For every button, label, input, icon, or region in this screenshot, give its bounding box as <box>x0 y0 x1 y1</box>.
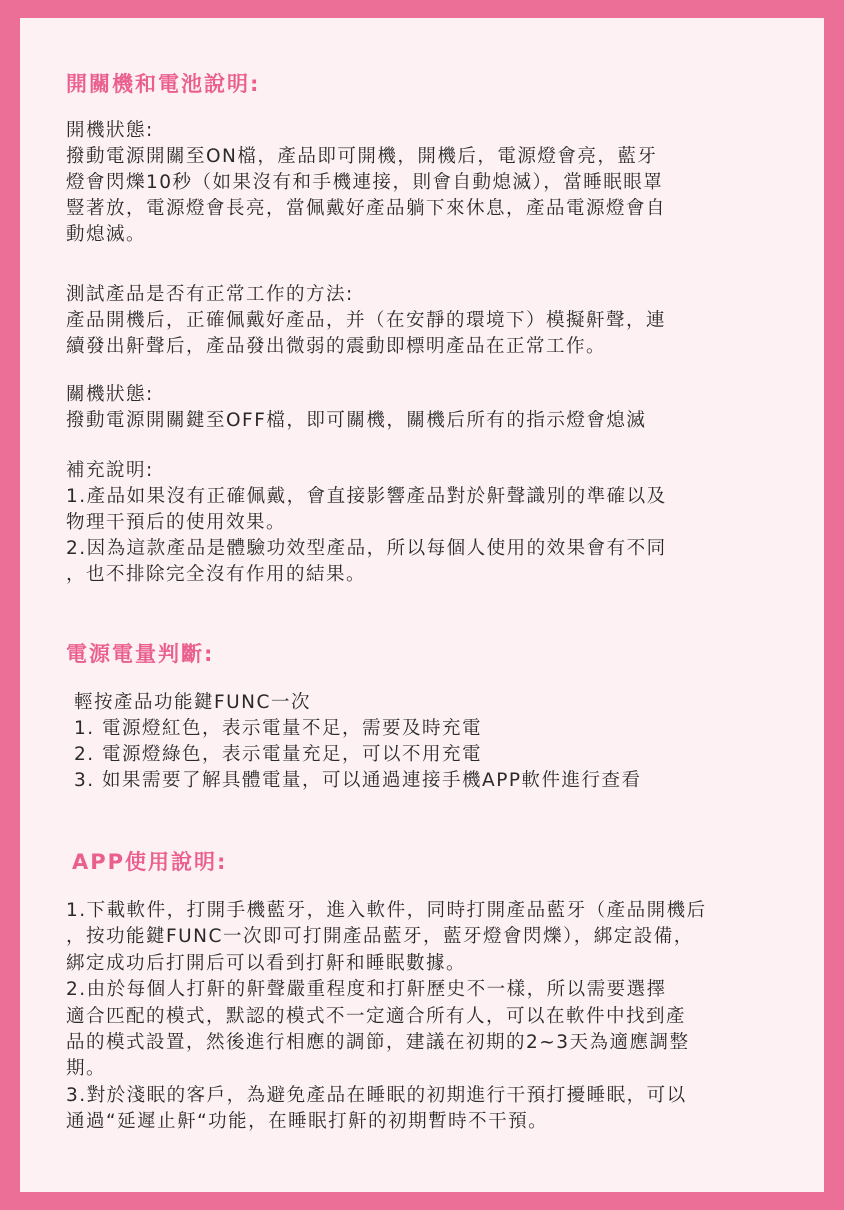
app-usage-line: 2.由於每個人打鼾的鼾聲嚴重程度和打鼾歷史不一樣，所以需要選擇 <box>66 979 667 1001</box>
battery-item: 1. 電源燈紅色，表示電量不足，需要及時充電 <box>74 718 483 739</box>
power-on-line: 豎著放，電源燈會長亮，當佩戴好產品躺下來休息，產品電源燈會自 <box>66 198 667 219</box>
supplement-block <box>66 458 806 588</box>
section-heading-power-battery: 開關機和電池說明: <box>66 72 261 96</box>
app-usage-line: 適合匹配的模式，默認的模式不一定適合所有人，可以在軟件中找到產 <box>66 1005 687 1027</box>
power-on-block <box>66 118 806 248</box>
supplement-line: ，也不排除完全沒有作用的結果。 <box>66 564 367 585</box>
test-line: 續發出鼾聲后，產品發出微弱的震動即標明產品在正常工作。 <box>66 336 607 357</box>
test-title: 測試產品是否有正常工作的方法: <box>66 284 354 305</box>
supplement-line: 物理干預后的使用效果。 <box>66 512 287 533</box>
test-block <box>66 282 806 360</box>
section-heading-battery-level: 電源電量判斷: <box>66 642 215 666</box>
supplement-line: 1.產品如果沒有正確佩戴，會直接影響產品對於鼾聲識別的準確以及 <box>66 486 667 507</box>
app-usage-line: 綁定成功后打開后可以看到打鼾和睡眠數據。 <box>66 952 467 974</box>
battery-instruction: 輕按產品功能鍵FUNC一次 <box>74 692 311 713</box>
supplement-title: 補充說明: <box>66 460 154 481</box>
power-on-title: 開機狀態: <box>66 120 154 141</box>
power-off-block <box>66 382 806 434</box>
app-usage-line: 通過“延遲止鼾“功能，在睡眠打鼾的初期暫時不干預。 <box>66 1111 549 1133</box>
app-usage-line: 1.下載軟件，打開手機藍牙，進入軟件，同時打開產品藍牙（產品開機后 <box>66 900 707 921</box>
app-usage-line: 期。 <box>66 1058 107 1080</box>
power-on-line: 燈會閃爍10秒（如果沒有和手機連接，則會自動熄滅），當睡眠眼罩 <box>66 172 664 193</box>
app-usage-line: 品的模式設置，然後進行相應的調節，建議在初期的2~3天為適應調整 <box>66 1032 690 1054</box>
battery-item: 3. 如果需要了解具體電量，可以通過連接手機APP軟件進行查看 <box>74 770 642 791</box>
power-on-line: 動熄滅。 <box>66 224 147 245</box>
app-usage-block <box>66 898 806 1136</box>
section-heading-app-usage: APP使用說明: <box>72 850 228 874</box>
supplement-line: 2.因為這款產品是體驗功效型產品，所以每個人使用的效果會有不同 <box>66 538 667 559</box>
app-usage-line: 3.對於淺眠的客戶，為避免產品在睡眠的初期進行干預打擾睡眠，可以 <box>66 1084 687 1106</box>
document-page <box>20 18 824 1192</box>
power-off-line: 撥動電源開關鍵至OFF檔，即可關機，關機后所有的指示燈會熄滅 <box>66 410 647 431</box>
power-off-title: 關機狀態: <box>66 384 154 405</box>
app-usage-line: ，按功能鍵FUNC一次即可打開產品藍牙，藍牙燈會閃爍），綁定設備， <box>66 926 694 948</box>
battery-item: 2. 電源燈綠色，表示電量充足，可以不用充電 <box>74 744 483 765</box>
power-on-line: 撥動電源開關至ON檔，產品即可開機，開機后，電源燈會亮，藍牙 <box>66 146 658 167</box>
test-line: 產品開機后，正確佩戴好產品，并（在安靜的環境下）模擬鼾聲，連 <box>66 310 667 331</box>
battery-level-block <box>74 690 814 794</box>
